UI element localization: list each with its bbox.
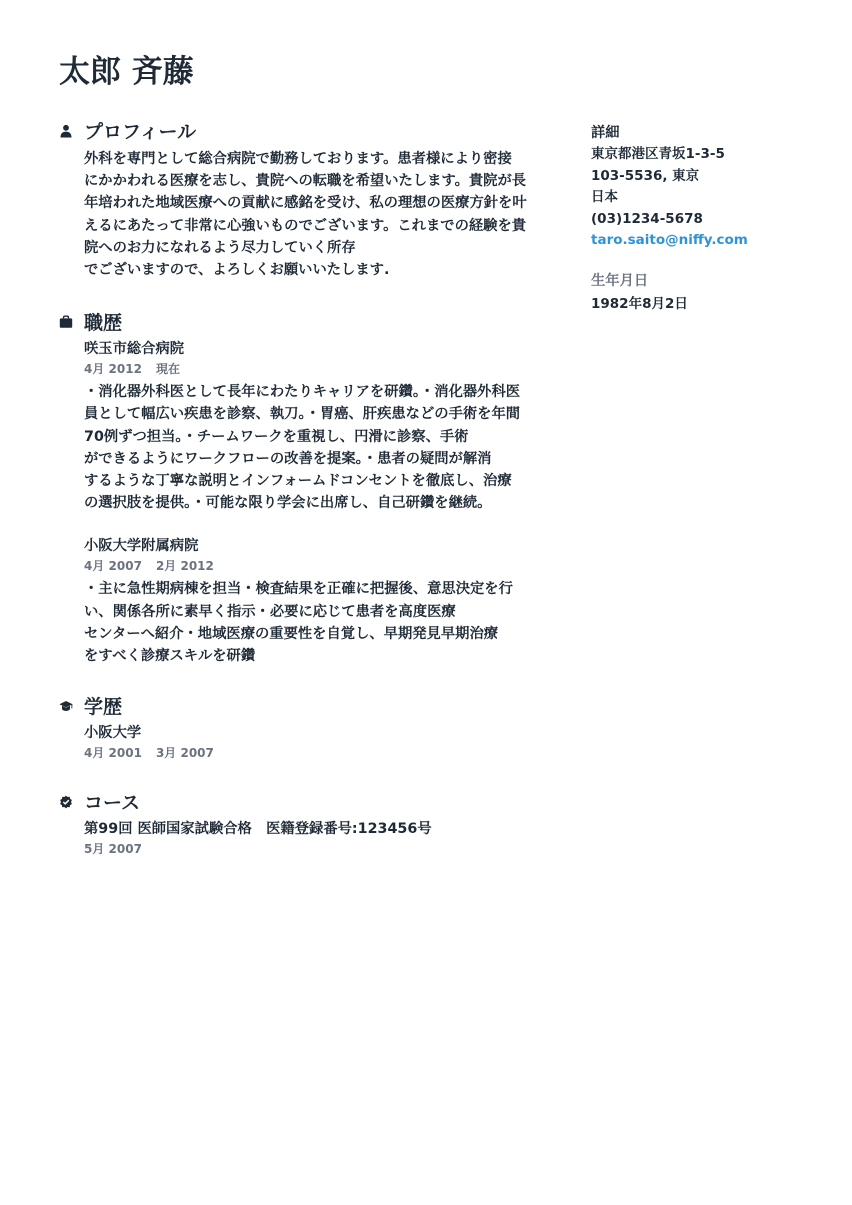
phone-number: (03)1234-5678: [591, 210, 703, 227]
job-description-line: 員として幅広い疾患を診察、執刀。・胃癌、肝疾患などの手術を年間: [84, 406, 521, 423]
education-title: 学歴: [84, 696, 123, 719]
job-entry: [84, 536, 559, 667]
profile-line: でございますので、よろしくお願いいたします.: [84, 262, 390, 279]
course-entry: [84, 819, 559, 859]
birth-title: 生年月日: [591, 272, 649, 289]
profile-line: 外科を専門として総合病院で勤務しております。患者様により密接: [84, 151, 512, 167]
job-start-date: 4月 2007: [84, 559, 142, 574]
birth-block: [591, 270, 831, 316]
job-description-line: い、関係各所に素早く指示・必要に応じて患者を高度医療: [84, 603, 456, 620]
job-start-date: 4月 2012: [84, 362, 142, 377]
graduation-cap-icon: [59, 699, 73, 713]
job-employer: 咲玉市総合病院: [84, 341, 185, 358]
education-heading: [59, 693, 559, 723]
course-date-value: 5月 2007: [84, 842, 142, 857]
job-end-date: 2月 2012: [155, 559, 214, 574]
experience-section: [59, 309, 559, 667]
country: 日本: [591, 189, 618, 205]
education-section: [59, 693, 559, 763]
experience-title: 職歴: [84, 312, 123, 335]
courses-heading: [59, 789, 559, 819]
job-entry: [84, 339, 559, 514]
job-dates: [84, 556, 559, 576]
job-description-line: をすべく診療スキルを研鑽: [84, 648, 256, 665]
profile-line: 院へのお力になれるよう尽力していく所存: [84, 239, 356, 256]
experience-heading: [59, 309, 559, 339]
education-entry: [84, 723, 559, 763]
email-link[interactable]: taro.saito@niffy.com: [591, 232, 748, 248]
address-line-2: 103-5536, 東京: [591, 167, 700, 184]
details-block: [591, 122, 831, 252]
profile-line: 年培われた地域医療への貢献に感銘を受け、私の理想の医療方針を叶: [84, 195, 527, 212]
course-name: 第99回 医師国家試験合格 医籍登録番号:123456号: [84, 821, 432, 838]
address-line-1: 東京都港区青坂1-3-5: [591, 146, 725, 162]
birth-date: 1982年8月2日: [591, 295, 688, 312]
job-description: [84, 381, 559, 514]
job-description-line: ができるようにワークフローの改善を提案。・患者の疑問が解消: [84, 450, 492, 467]
job-description-line: ・消化器外科医として長年にわたりキャリアを研鑽。・消化器外科医: [84, 384, 521, 401]
profile-title: プロフィール: [84, 121, 197, 143]
job-description-line: するような丁寧な説明とインフォームドコンセントを徹底し、治療: [84, 473, 512, 490]
profile-text: [84, 148, 559, 281]
job-description-line: の選択肢を提供。・可能な限り学会に出席し、自己研鑽を継続。: [84, 495, 492, 512]
job-dates: [84, 359, 559, 379]
job-description-line: ・主に急性期病棟を担当・検査結果を正確に把握後、意思決定を行: [84, 581, 513, 598]
job-description-line: センターへ紹介・地域医療の重要性を自覚し、早期発見早期治療: [84, 625, 499, 642]
resume-name: 太郎 斉藤: [59, 54, 194, 90]
education-end-date: 3月 2007: [155, 746, 214, 761]
education-start-date: 4月 2001: [84, 746, 142, 761]
job-end-date: 現在: [155, 362, 180, 377]
details-title: 詳細: [591, 125, 620, 141]
education-school: 小阪大学: [84, 725, 142, 742]
main-column: [59, 118, 559, 859]
job-description: [84, 578, 559, 667]
job-employer: 小阪大学附属病院: [84, 538, 199, 555]
job-description-line: 70例ずつ担当。・チームワークを重視し、円滑に診察、手術: [84, 428, 469, 445]
profile-section: [59, 118, 559, 281]
sidebar: [591, 122, 831, 315]
course-date: [84, 839, 559, 859]
profile-line: にかかわれる医療を志し、貴院への転職を希望いたします。貴院が長: [84, 173, 527, 190]
profile-line: えるにあたって非常に心強いものでございます。これまでの経験を貴: [84, 217, 527, 234]
badge-check-icon: [59, 795, 73, 809]
profile-heading: [59, 118, 559, 148]
person-icon: [59, 124, 73, 138]
courses-title: コース: [84, 792, 141, 815]
courses-section: [59, 789, 559, 859]
education-dates: [84, 743, 559, 763]
briefcase-icon: [59, 315, 73, 329]
